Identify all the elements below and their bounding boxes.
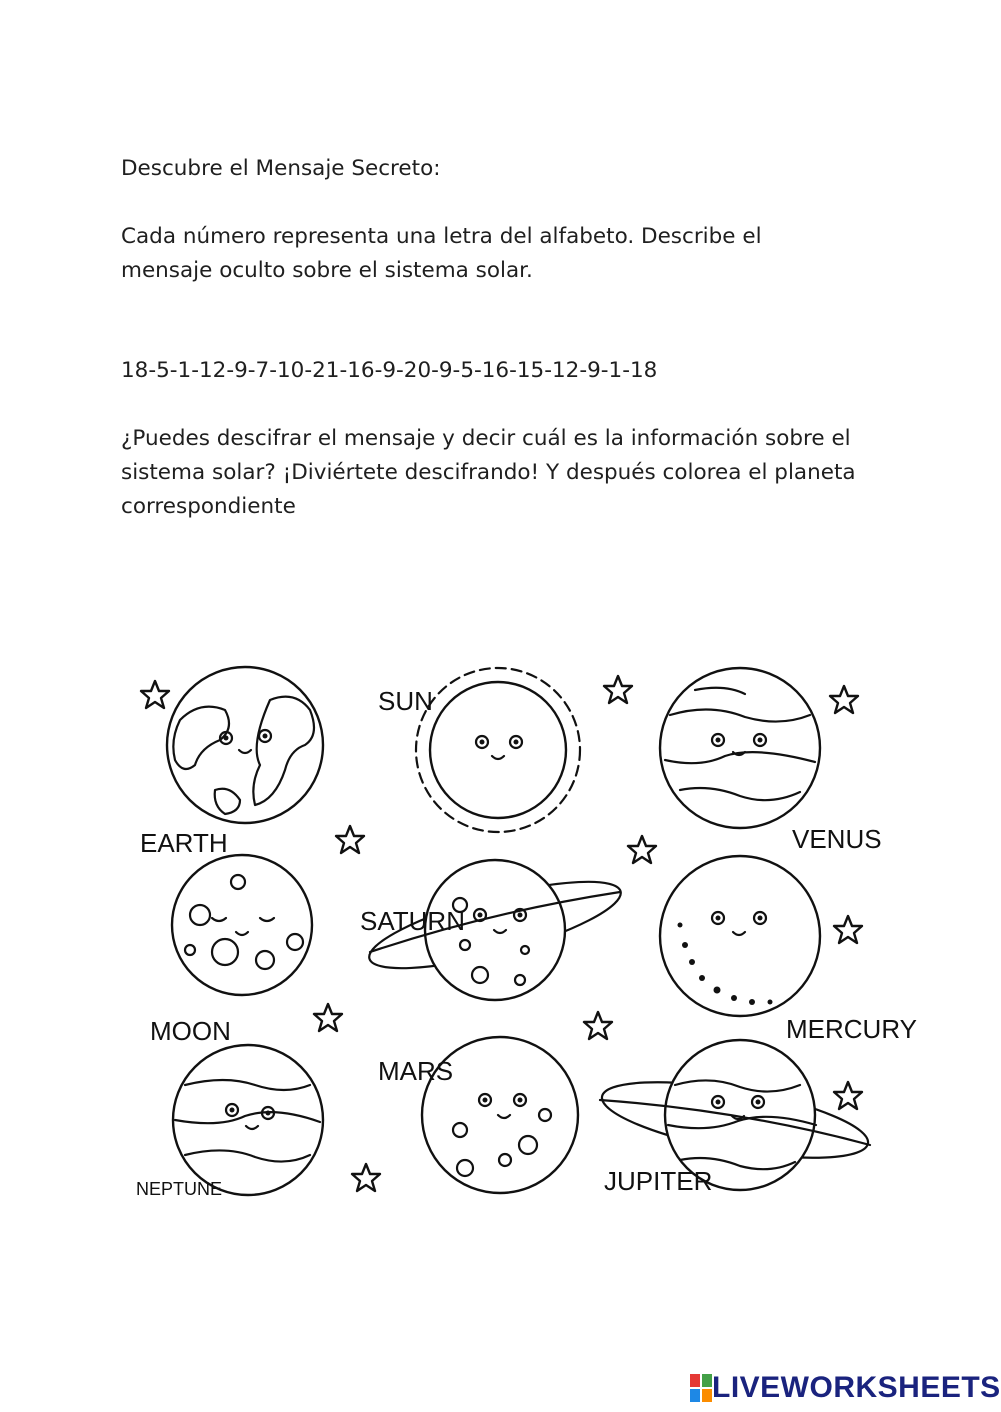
moon-label: MOON [150, 1016, 231, 1046]
star-icon [314, 1004, 342, 1031]
star-icon [141, 681, 169, 708]
mars-label: MARS [378, 1056, 454, 1086]
mercury-label: MERCURY [786, 1014, 917, 1044]
star-icon [352, 1164, 380, 1191]
sun-label: SUN [378, 686, 433, 716]
saturn-label: SATURN [360, 906, 465, 936]
live-badge-icon [690, 1374, 712, 1402]
jupiter-label: JUPITER [604, 1166, 713, 1196]
solar-system-illustration [120, 660, 917, 1220]
neptune-label: NEPTUNE [136, 1179, 223, 1199]
mercury-planet [660, 856, 820, 1016]
star-icon [834, 1082, 862, 1109]
liveworksheets-logo [690, 1370, 1001, 1406]
worksheet-question: ¿Puedes descifrar el mensaje y decir cuál es la información sobre el sistema solar? ¡Diviértete descifrando! Y después colorea el planeta correspondiente [121, 426, 856, 519]
star-icon [336, 826, 364, 853]
moon [172, 855, 312, 995]
worksheet-heading: Descubre el Mensaje Secreto: [121, 156, 441, 181]
neptune-planet [173, 1045, 323, 1195]
star-icon [604, 676, 632, 703]
star-icon [628, 836, 656, 863]
sun [416, 668, 580, 832]
star-icon [584, 1012, 612, 1039]
brand-name: LIVEWORKSHEETS [712, 1371, 1001, 1404]
worksheet-instruction: Cada número representa una letra del alfabeto. Describe el mensaje oculto sobre el sistema solar. [121, 224, 762, 283]
venus-label: VENUS [792, 824, 882, 854]
star-icon [834, 916, 862, 943]
secret-code: 18-5-1-12-9-7-10-21-16-9-20-9-5-16-15-12-9-1-18 [121, 358, 658, 383]
venus-planet [660, 668, 820, 828]
star-icon [830, 686, 858, 713]
earth-label: EARTH [140, 828, 228, 858]
earth-planet [167, 667, 323, 823]
